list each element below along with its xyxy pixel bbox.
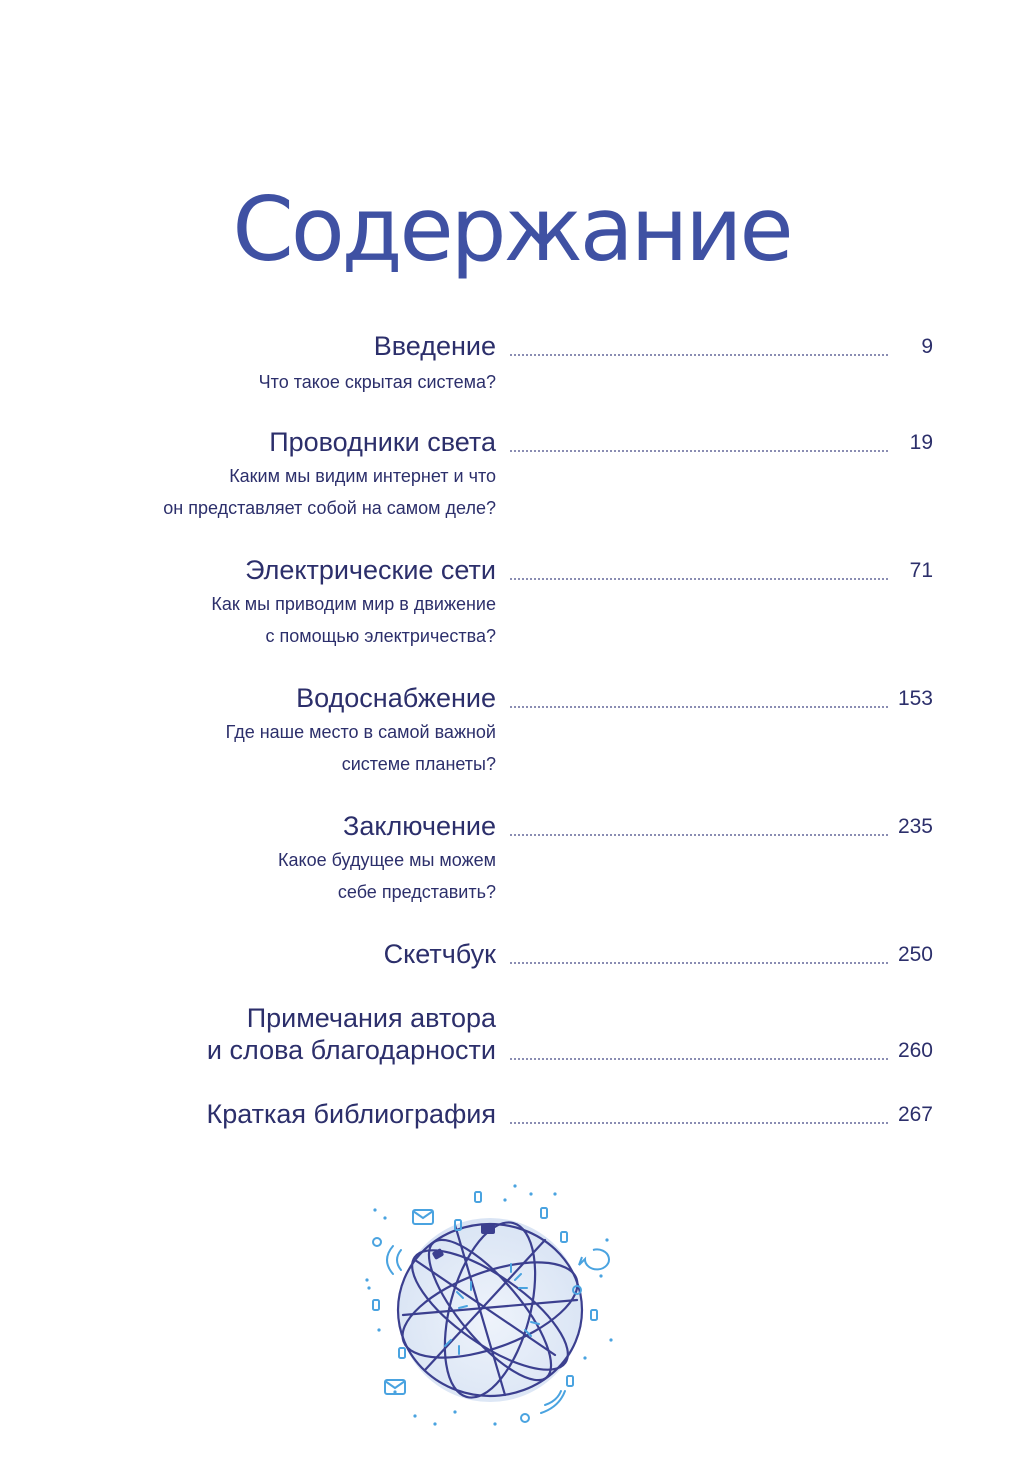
toc-heading: Скетчбук: [383, 939, 496, 969]
toc-subtitle: Что такое скрытая система?: [258, 372, 496, 392]
page-title: Содержание: [232, 178, 791, 281]
dot-leader: [510, 1122, 888, 1124]
toc-heading: Заключение: [343, 811, 496, 841]
dot-leader: [510, 354, 888, 356]
globe-network-icon: [355, 1180, 625, 1430]
toc-heading: Электрические сети: [245, 555, 496, 585]
toc-page-number: 9: [921, 335, 933, 358]
toc-subtitle: Какое будущее мы можем себе представить?: [278, 850, 496, 902]
dot-leader: [510, 1058, 888, 1060]
toc-heading: Краткая библиография: [206, 1099, 496, 1129]
dot-leader: [510, 834, 888, 836]
toc-page-number: 260: [897, 1039, 933, 1062]
toc-page-number: 267: [897, 1103, 933, 1126]
dot-leader: [510, 578, 888, 580]
toc-heading-line1: Примечания автора: [246, 1003, 496, 1033]
toc-subtitle: Каким мы видим интернет и что он представляет собой на самом деле?: [163, 466, 496, 518]
toc-heading: Введение: [373, 331, 496, 361]
dot-leader: [510, 706, 888, 708]
toc-page-number: 19: [909, 431, 933, 454]
toc-page-number: 250: [897, 943, 933, 966]
toc-page-number: 235: [897, 815, 933, 838]
toc-subtitle: Где наше место в самой важной системе планеты?: [225, 722, 496, 774]
toc-page-number: 71: [909, 559, 933, 582]
toc-subtitle: Как мы приводим мир в движение с помощью электричества?: [211, 594, 496, 646]
dot-leader: [510, 450, 888, 452]
dot-leader: [510, 962, 888, 964]
toc-page-number: 153: [897, 687, 933, 710]
toc-heading: Водоснабжение: [296, 683, 496, 713]
toc-heading: Проводники света: [269, 427, 496, 457]
toc-heading: и слова благодарности: [206, 1035, 496, 1065]
